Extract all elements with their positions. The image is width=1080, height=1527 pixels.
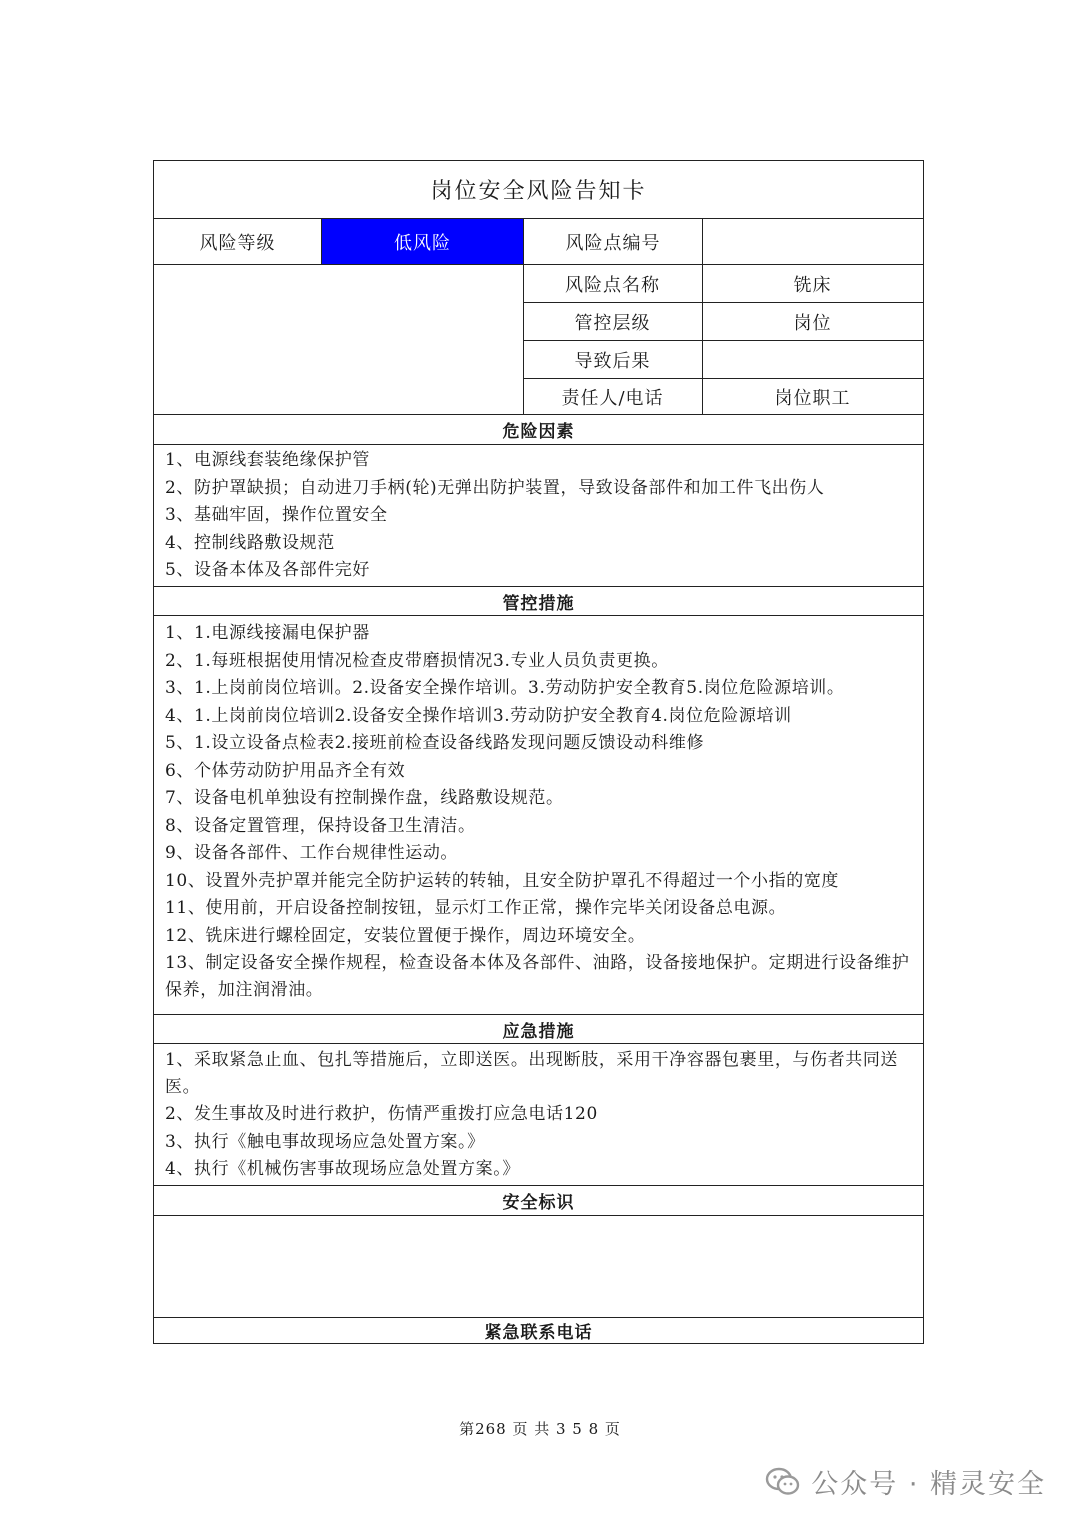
- info-row-name: [523, 265, 923, 303]
- list-item: 11、使用前，开启设备控制按钮，显示灯工作正常，操作完毕关闭设备总电源。: [165, 898, 787, 918]
- page-number: 第268 页 共 3 5 8 页: [459, 1420, 621, 1438]
- list-item: 3、基础牢固，操作位置安全: [165, 505, 388, 525]
- info-value: 岗位职工: [774, 388, 851, 409]
- list-item: 9、设备各部件、工作台规律性运动。: [165, 843, 459, 863]
- list-item: 2、发生事故及时进行救护，伤情严重拨打应急电话120: [165, 1104, 598, 1124]
- divider: [702, 265, 703, 415]
- emergency-heading: 应急措施: [502, 1021, 575, 1042]
- safety-signs-heading: 安全标识: [502, 1193, 575, 1213]
- list-item: 1、电源线套装绝缘保护管: [165, 450, 371, 470]
- divider: [523, 219, 524, 265]
- list-item: 1、1.电源线接漏电保护器: [165, 623, 370, 643]
- hazards-body: [154, 445, 923, 587]
- controls-heading-row: [154, 587, 923, 616]
- emergency-phone-row: [154, 1318, 923, 1343]
- info-row-responsible: [523, 379, 923, 415]
- list-item: 5、1.设立设备点检表2.接班前检查设备线路发现问题反馈设动科维修: [165, 733, 705, 753]
- list-item: 4、1.上岗前岗位培训2.设备安全操作培训3.劳动防护安全教育4.岗位危险源培训: [165, 705, 792, 726]
- controls-heading: 管控措施: [502, 593, 575, 614]
- list-item: 4、执行《机械伤害事故现场应急处置方案。》: [165, 1159, 520, 1179]
- list-item: 6、个体劳动防护用品齐全有效: [165, 760, 406, 781]
- emergency-body: [154, 1044, 923, 1186]
- hazards-heading: 危险因素: [502, 422, 575, 442]
- info-label: 管控层级: [574, 312, 651, 334]
- info-value: 铣床: [793, 274, 832, 296]
- risk-notice-card: [153, 160, 924, 1344]
- emergency-list: [165, 1047, 919, 1184]
- watermark-text: 公众号 · 精灵安全: [811, 1469, 1046, 1500]
- divider: [523, 265, 524, 415]
- list-item: 5、设备本体及各部件完好: [165, 560, 371, 580]
- info-row-consequence: [523, 341, 923, 379]
- card-title: 岗位安全风险告知卡: [430, 179, 647, 204]
- list-item: 3、1.上岗前岗位培训。2.设备安全操作培训。3.劳动防护安全教育5.岗位危险源培训。: [165, 678, 845, 698]
- list-item: 4、控制线路敷设规范: [165, 532, 335, 553]
- list-item: 2、1.每班根据使用情况检查皮带磨损情况3.专业人员负责更换。: [165, 650, 669, 671]
- list-item: 8、设备定置管理，保持设备卫生清洁。: [165, 815, 476, 836]
- emergency-heading-row: [154, 1015, 923, 1044]
- info-label: 导致后果: [574, 350, 651, 372]
- hazards-heading-row: [154, 415, 923, 445]
- safety-signs-heading-row: [154, 1186, 923, 1216]
- hazards-list: [165, 447, 919, 585]
- list-item: 10、设置外壳护罩并能完全防护运转的转轴，且安全防护罩孔不得超过一个小指的宽度: [165, 870, 840, 891]
- info-value: [702, 341, 923, 378]
- info-label: 责任人/电话: [561, 388, 664, 409]
- risk-level-label: 风险等级: [199, 232, 276, 254]
- list-item: 1、采取紧急止血、包扎等措施后，立即送医。出现断肢，采用干净容器包裹里，与伤者共同送医。: [165, 1050, 899, 1097]
- divider: [321, 219, 322, 265]
- list-item: 7、设备电机单独设有控制操作盘，线路敷设规范。: [165, 788, 564, 808]
- safety-signs-body: [154, 1216, 923, 1318]
- info-label: 风险点名称: [565, 274, 660, 296]
- info-row-level: [523, 303, 923, 341]
- list-item: 2、防护罩缺损；自动进刀手柄(轮)无弹出防护装置，导致设备部件和加工件飞出伤人: [165, 477, 825, 498]
- risk-level-value: 低风险: [321, 219, 524, 264]
- list-item: 3、执行《触电事故现场应急处置方案。》: [165, 1131, 485, 1152]
- risk-point-no-label: 风险点编号: [565, 232, 661, 254]
- risk-level-row: [154, 219, 923, 265]
- info-table: [523, 265, 923, 415]
- wechat-icon: [765, 1467, 801, 1497]
- controls-body: [154, 616, 923, 1015]
- card-title-row: [154, 161, 923, 219]
- divider: [702, 219, 703, 265]
- list-item: 12、铣床进行螺栓固定，安装位置便于操作，周边环境安全。: [165, 925, 646, 946]
- list-item: 13、制定设备安全操作规程，检查设备本体及各部件、油路，设备接地保护。定期进行设备维护保养，加注润滑油。: [165, 953, 910, 1000]
- emergency-phone-heading: 紧急联系电话: [484, 1323, 593, 1343]
- watermark: [765, 1462, 1046, 1501]
- info-value: 岗位: [793, 312, 832, 334]
- risk-point-no-value: [702, 219, 923, 264]
- controls-list: [165, 620, 919, 1004]
